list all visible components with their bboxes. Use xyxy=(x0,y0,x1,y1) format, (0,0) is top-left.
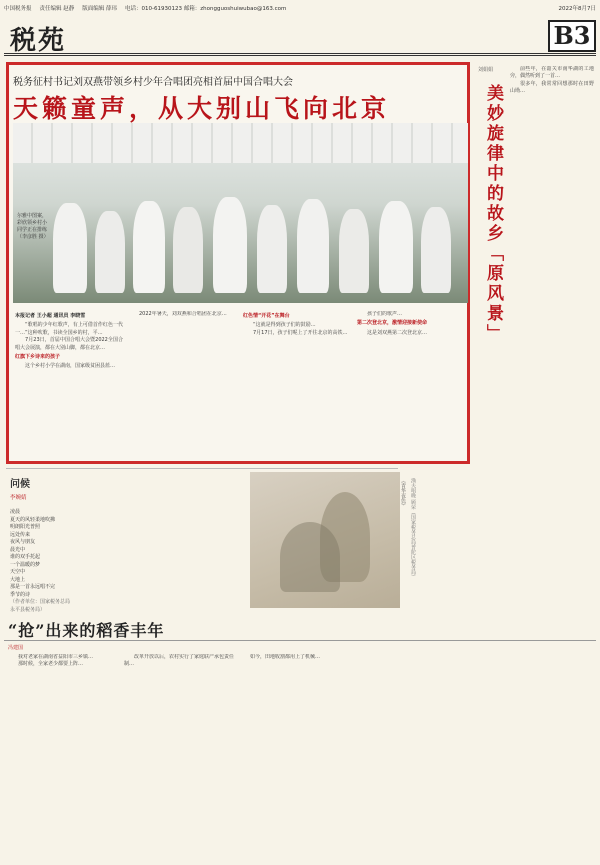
poem-line: 夏天的风轻柔地吹拂 xyxy=(10,516,56,523)
poem-source: （作者单位：国家税务总局永平县税务局） xyxy=(10,599,71,613)
choir-photo xyxy=(13,123,468,303)
right-col-lower xyxy=(478,466,596,826)
channel-editor: 责任编辑 赵静 xyxy=(39,6,75,12)
poem-line: 天空中 xyxy=(10,569,26,575)
issue-date: 2022年8月7日 xyxy=(558,6,596,12)
lead-col-3 xyxy=(243,311,351,459)
paragraph: 7月23日，首届中国合唱大会暨2022全国合唱大会展演，都在大别山脚，都在北京… xyxy=(15,337,123,351)
photo-figure xyxy=(95,211,125,293)
byline: 本报记者 王小超 通讯员 李晓雪 xyxy=(15,313,86,319)
subheading: 红色情“开花”在舞台 xyxy=(243,313,290,319)
photo-figure xyxy=(297,199,329,293)
photo-caption: 尔雅中图案，彩欣领乡村小同学正在排练（李彦胜 摄） xyxy=(17,213,49,240)
right-article[interactable] xyxy=(476,62,596,462)
contact-info: 电话：010-61930123 邮箱：zhongguoshuiwubao@163.com xyxy=(125,6,287,12)
photo-figure xyxy=(53,203,87,293)
photo-figure xyxy=(339,209,369,293)
lead-col-2 xyxy=(129,311,237,459)
page-header xyxy=(4,14,596,56)
painting-title: 《青华夜色》 xyxy=(400,478,406,508)
poem-line: 晨光中 xyxy=(10,546,26,553)
right-author: 刘娟娟 xyxy=(478,67,494,73)
section-title: 税苑 xyxy=(10,26,67,56)
poem-line: 谁的双手托起 xyxy=(10,554,41,560)
design-editor: 版面编辑 薛玮 xyxy=(82,6,118,12)
bottom-author: 冯建国 xyxy=(8,645,24,651)
photo-figure xyxy=(379,201,413,293)
paragraph: 7月17日，孩子们呢上了开往北京的高铁… xyxy=(253,329,348,336)
paragraph: 这个乡村小学在湖南，国家级贫困县蓝… xyxy=(25,363,116,370)
bottom-col-2 xyxy=(124,654,234,860)
poem-text xyxy=(10,509,70,614)
photo-figure xyxy=(173,207,203,293)
painting-image xyxy=(250,472,400,608)
lead-col-1 xyxy=(15,311,123,459)
article-headline[interactable]: 天籁童声，从大别山飞向北京 xyxy=(13,94,391,123)
photo-figure xyxy=(133,201,165,293)
paragraph: 很多年，我常常回想那时在田野山坳… xyxy=(510,80,594,95)
paragraph: “这就是得到孩子们的鼓励… xyxy=(253,322,316,329)
paragraph: 2022年暑天，刘双燕和合唱团在北京… xyxy=(139,311,227,317)
divider xyxy=(4,640,596,641)
bottom-article-title[interactable]: “抢”出来的稻香丰年 xyxy=(8,621,165,640)
paragraph: 改革开放以后，农村实行了家庭联产承包责任制… xyxy=(124,654,234,668)
paragraph: 如今，田地收割都用上了机械… xyxy=(250,654,321,660)
poem-line: 季节的诗 xyxy=(10,591,31,598)
article-kicker: 税务征村书记刘双燕带领乡村少年合唱团亮相首届中国合唱大会 xyxy=(13,77,293,88)
painting-caption: 渔夫唱晚 顾荣（国家税务总局普陀区税务局） xyxy=(410,478,416,580)
bottom-col-4 xyxy=(356,654,468,860)
paragraph: “歌唱的少年红歌声，有上可借首作红色一代一…”这种吹歌，书读全国乡的村，平… xyxy=(15,322,123,336)
poem-line: 远处传来 xyxy=(10,531,31,538)
bottom-col-3 xyxy=(240,654,350,860)
lead-col-4 xyxy=(357,311,465,459)
poem-author: 李婉婧 xyxy=(10,495,27,501)
poem-line: 一个温暖的梦 xyxy=(10,561,41,568)
subheading: 红旗下乡诗来的孩子 xyxy=(15,354,61,361)
poem-line: 明朗阳光普照 xyxy=(10,524,41,530)
page-number: B3 xyxy=(548,20,596,52)
bottom-col-1 xyxy=(8,654,118,860)
paragraph: 孩子们的歌声… xyxy=(367,311,403,317)
painting-shape xyxy=(280,522,340,592)
photo-figure xyxy=(213,197,247,293)
photo-figure xyxy=(421,207,451,293)
poem-line: 大地上 xyxy=(10,576,26,583)
poem-line: 夜风与朋友 xyxy=(10,539,36,545)
poem-line: 那是一首永远唱不完 xyxy=(10,584,56,590)
paragraph: 前些年，在韶关市南华湖的工地旁，偶然听到了一首… xyxy=(510,66,594,80)
masthead-bar xyxy=(4,2,596,14)
poem-line: 凌晨 xyxy=(10,509,21,515)
paragraph: 我对老家在湖南省益阳市三乡镇… xyxy=(18,654,94,660)
paragraph: 那时候，全家老少都要上阵… xyxy=(18,661,84,668)
subheading: 第二次登北京，激情迎接新使命 xyxy=(357,320,428,327)
right-article-title[interactable]: 美妙旋律中的故乡「原风景」 xyxy=(483,84,503,344)
photo-figure xyxy=(257,205,287,293)
right-col-text xyxy=(510,66,594,458)
paper-name: 中国税务报 xyxy=(4,6,32,12)
paragraph: 这是刘双燕第二次登北京… xyxy=(367,329,428,336)
lead-article[interactable] xyxy=(6,62,470,464)
column-title: 问候 xyxy=(10,479,30,490)
photo-ceiling xyxy=(13,123,468,163)
